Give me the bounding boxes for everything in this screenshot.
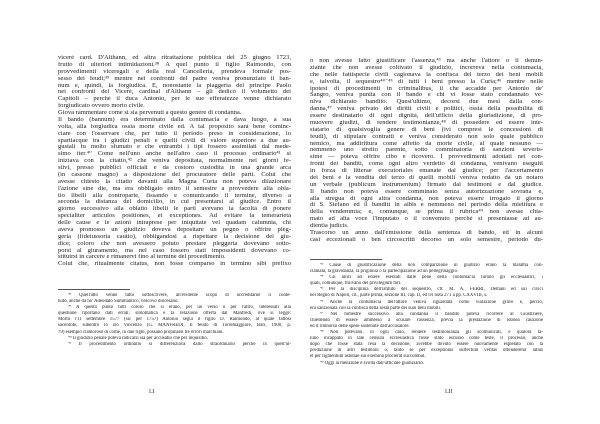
footnote-line: ⁴⁵ Per la disciplina dell'istituto del sequestro, cfr. M. A. FERRI, Demani ed usi civici: [320, 287, 543, 293]
body-line: (in cassone magno) a disposizione del procuratore delle parti. Colui che: [58, 171, 291, 178]
body-line: forgiudicato ovvero morto civile.: [58, 103, 145, 110]
footnote-line: era sanzionata con la confisca della sesta parte dei suoi beni mobili.: [310, 305, 442, 311]
body-line: e, talvolta, il sequestro⁴⁴⁻⁴⁵ di tutti i beni presso la Curia;⁴⁶ mentre nelle: [310, 78, 543, 85]
body-line: feudi), di stipulare contratti e veniva considerato non solo quale pubblico: [310, 133, 543, 140]
page-number: LII: [445, 389, 453, 395]
footnote-line: chiedendo di essere ammesso a scusare l'assenza, previa la prestazione di idonea cauzione: [310, 317, 543, 323]
body-line: seconda la distanza del domicilio, in cui presentarsi al giudice. Entro il: [58, 199, 291, 206]
body-line: muovere giudizi, di rendere testimonianze,⁴⁸ di possedere ed essere inte-: [310, 119, 543, 126]
body-line: frutto di ulteriori intimidazioni.³⁸ A quel punto il figlio Raimondo, con: [58, 61, 291, 68]
footnote-line: Morto l'11 settembre 1577 (sic per 1757) Antonio seguì il figlio D. Raimondo, al quale fattosi: [58, 317, 291, 323]
footnote-line: ⁴⁹ Oggi la menzione è svolta dall'ufficiale giudiziario.: [320, 360, 424, 366]
body-line: ciare con l'osservare che, per tutto il periodo preso in considerazione, lo: [58, 130, 291, 137]
body-line: Colui che, ritualmente citatus, non fosse comparso in termino sibi prefixo: [58, 261, 291, 268]
body-line: della vendemmia; e, comunque, se prima il rubrica⁴⁹ non avesse chia-: [310, 209, 543, 216]
body-line: alla stregua di ogni altra condanna, non poteva essere irrogato il giorno: [310, 195, 543, 202]
body-line: o non avesse fatto giustificare l'assenza,⁴³ ma anche l'attore o il denun-: [310, 58, 543, 64]
body-line: sesso dei feudi;³⁹ mentre nei confronti del padre veniva pronunziato il ban-: [58, 75, 291, 82]
body-line: fronti dei banditi, come ogni altro verdetto di condanna, venivano eseguiti: [310, 161, 543, 168]
footnote-line: ⁴⁸ Non potevano, in ogni caso, rendere testimonianza gli scomunicati, e qualora ta-: [320, 330, 543, 336]
footnote-line: dopo che fosse stata resa la decisione, avrebbe dovuto essere nuovamente espletato con la: [310, 342, 543, 348]
body-line: niva dichiarato bandito. Quest'ultimo, decorsi due mesi dalla con-: [310, 99, 543, 106]
footnote-line: clamata, la gravidanza, la prigionia o la partecipazione ad un pellegrinaggio.: [310, 269, 459, 275]
footnote-line: produzione di altri testimoni o, tanto se per exceptionis suffectum veritas offenderetur latius: [310, 348, 543, 354]
footnote-line: ⁴³ Cause di giustificazione della non comparizione in giudizio erano la malattia con-: [320, 263, 543, 268]
body-line: di S. Stefano ed il banditi in albis e nemmeno nel periodo della mietitura e: [310, 202, 543, 209]
body-line: casi eccezionali o ben circoscritti decorso un solo semestre, periodo du-: [310, 236, 543, 243]
body-line: in forza di litterae executoriales emanate dal giudice; per l'accertamento: [310, 168, 543, 174]
footnote-line: ed il rimborso delle spese sostenute dall'accusatore.: [310, 323, 410, 329]
page-number: LI: [149, 389, 155, 395]
body-line: viceré card. D'Althann, ed altra ritrattazione pubblica del 25 giugno 1723,: [58, 55, 291, 61]
body-line: simo iter.⁴⁰ Come nell'uno anche nell'altro caso il processo ordinario⁴¹ si: [58, 151, 291, 158]
footnote-line: nuto, anche da ho' Adeodato Summantico, vescovo diocesano.: [58, 299, 179, 305]
body-line: giorno successivo alla oblatio libelli le parti avevano la facoltà di ponere: [58, 206, 291, 213]
body-line: nei confronti del Viceré, cardinal d'Althann – gli dedicò il volumetto dei: [58, 89, 291, 96]
body-line: gustali fu molto sfumato e che entrambi i tipi fossero assimilati dal mede-: [58, 144, 291, 151]
footnote-line: ³⁸ Quell'atto venne fatto sottoscrivere, all'evidente scopo di accreditarne il conte-: [68, 293, 291, 298]
body-line: iniziava con la citatio,⁴² che veniva depositata, normalmente nei giorni fe-: [58, 158, 291, 165]
footnote-line: ⁴⁶ Anche la contumacia dell'attore veniva riguardata come violazione grave e, perciò,: [320, 299, 543, 305]
body-line: Trascorso un anno dall'emissione della sentenza di bando, ed in alcuni: [310, 229, 543, 236]
footnote-line: ³⁹ A questo punto tutti coloro che si erano, per un verso o per l'altro, interessati alla: [68, 305, 291, 311]
body-line: tio libelli alla controparte, fissando e comunicando il termine, diverso a: [58, 192, 291, 199]
footnote-line: luno incappato in tale censura ecclesiastica fosse stato escusso come teste, il processo, anche: [310, 336, 543, 342]
body-line: Capitoli – perché il duca Antonio, per le sue efferatezze venne dichiarato: [58, 96, 291, 103]
body-line: stivi, presso pubblici officiali e da costoro custodita in una grande arca: [58, 165, 291, 171]
body-line: porsi al giuramento, ma nel caso fossero stati impossidenti dovevano co-: [58, 247, 291, 254]
footnote-line: nel Regno di Napoli, cit., parte prima, sezione III, cap. II, ed ivi nota 271 a pp. CXXVIII, s.: [310, 293, 488, 299]
left-footnotes: [58, 293, 291, 348]
footnote-divider: [310, 259, 382, 260]
body-line: dice; coloro che non avessero potuto prestare pleggeria dovevano sotto-: [58, 240, 291, 247]
right-body-text: [310, 58, 543, 244]
body-line: ziante che non avesse coltivato il giudizio, incorreva nella contumacia,: [310, 64, 543, 71]
footnote-line: sacerdote, subentrò lo zio Vincenzo (G. MANFREDI, Il feudo di Torremaggiore, Bari, 1900, p.: [58, 323, 291, 329]
body-line: sime — poteva offrire cibo e ricovero. I provvedimenti adottati nei con-: [310, 154, 543, 161]
body-line: dei beni e la vendita del terzo di quelli mobili veniva redatto da un notaro: [310, 174, 543, 181]
body-line: provvedimenti viceregali e della real Cancelleria, prendeva formale pos-: [58, 68, 291, 75]
body-line: Il bando non poteva essere comminato senza autorizzazione sovrana e,: [310, 188, 543, 195]
left-body-text: [58, 55, 291, 268]
body-line: essere destinatario di ogni dignità, dell'ufficio della giurisdizione, di pro-: [310, 113, 543, 119]
body-line: Sangro, veniva punita con il bando e chi vi fosse stato condannato ve-: [310, 92, 543, 99]
body-line: volta, alla forgiudica ossia morte civile ed. A tal proposito sarà bene cominc-: [58, 123, 291, 130]
body-line: che nelle fattispecie civili cagionava la confisca del terzo dei beni mobili: [310, 71, 543, 78]
footnote-line: quali, comunque, fruivano del privilegium fori.: [310, 281, 402, 287]
right-page: [300, 0, 600, 424]
body-line: avesse chiesto la citatio davanti alla Magna Curia non poteva dilazionare: [58, 178, 291, 185]
body-line: stituirsi in carcere e rimanervi fino al termine del procedimento.: [58, 254, 226, 261]
body-line: nemmeno uno stretto parente, sotto comminatoria di sanzioni severis-: [310, 147, 543, 154]
body-line: l'azione sine die, ma era obbligato entro il semestre a provvedere alla obla-: [58, 185, 291, 192]
body-line: geria (fideiussoria cautio), obbligandosi a rispettare la decisione del giu-: [58, 233, 291, 240]
footnote-line: et per figmentum astutiae sui exemina proclerat succumbat.: [310, 354, 426, 360]
body-line: nemico, ma addirittura come affetto da morte civile, al quale nessuno —: [310, 140, 543, 147]
body-line: aveva promosso un giudizio doveva depositare un pegno o offrire pleg-: [58, 226, 291, 233]
footnote-line: ⁴⁷ Nel bimestre successivo alla condanna il bandito poteva ricorrere al Giustiziere,: [320, 311, 543, 317]
body-line: specialiter articulos positiones, et exceptiones. Ad evitare la temerarietà: [58, 213, 291, 220]
body-line: Giova rammentare come si sia pervenuti a questo genere di condanna.: [58, 110, 242, 116]
footnote-line: 79) esempio clamoroso di come, in due righi, possano propinarsi tre errori marchiani.: [58, 329, 224, 335]
body-line: num e, quindi, la forgiudica. E, nonostante la piaggeria del principe Paolo: [58, 82, 291, 89]
body-line: statario di qualsivoglia genere di beni (ivi compresi le concessioni di: [310, 126, 543, 133]
body-line: spartiacque tra i giudizi penali e quelli civili di valore superiore a due au-: [58, 137, 291, 144]
body-line: un verbale (publicum instrumentum) firmato dai testimoni e dal giudice.: [310, 181, 543, 188]
body-line: danna,⁴⁷ veniva privato dei diritti civili e politici, ossia della possibilità di: [310, 106, 543, 113]
body-line: ipotesi di procedimenti in criminalibus, il che accadde per Antonio de': [310, 85, 543, 92]
body-line: mato ad alta voce l'imputato o il convenuto perché si presentasse ad au-: [310, 216, 543, 223]
footnote-line: ⁴⁴ Gli unici ad essere esentati dalle pene della contumacia furono gli ecclesiastici, i: [320, 275, 543, 281]
right-footnotes: [310, 263, 543, 367]
footnote-line: questione riportano dati errati; sintomatica è la relazione offerta dal Manfredi, ove si legge:: [58, 311, 291, 317]
body-line: Il bando (bannum) era determinato dalla contumacia e dava luogo, a sua: [58, 116, 291, 123]
body-line: dientia judicis.: [310, 223, 349, 229]
body-line: delle cause e le azioni intraprese per iniquitate vel quadam calumnia, chi: [58, 220, 291, 226]
footnote-line: ⁴⁰ Il giudizio penale poteva radicarsi sia per accusatio che per inquisitio.: [68, 335, 209, 341]
footnote-line: ⁴¹ Il procedimento ordinario si differenziava dallo straordinario perché in quest'ul-: [68, 341, 291, 347]
footnote-divider: [58, 289, 130, 290]
